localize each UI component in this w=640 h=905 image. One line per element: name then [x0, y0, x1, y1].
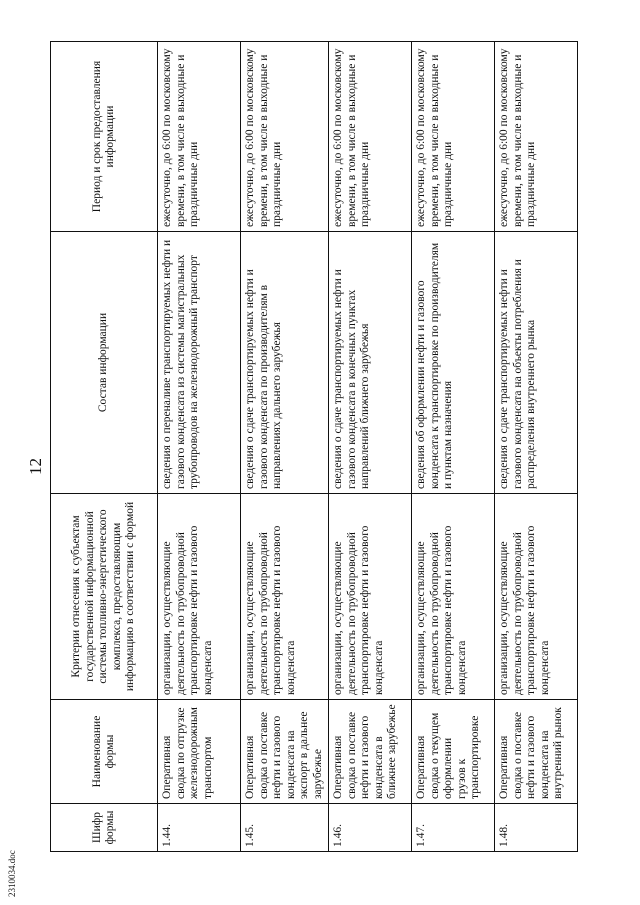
table-row	[241, 42, 329, 852]
table-row	[158, 42, 241, 852]
table-header-row	[51, 42, 158, 852]
cell-criteria: организации, осуществляющие деятельность по трубопроводной транспортировке нефти и газового конденсата	[495, 494, 578, 700]
cell-code: 1.47.	[412, 804, 495, 852]
cell-criteria: организации, осуществляющие деятельность по трубопроводной транспортировке нефти и газового конденсата	[241, 494, 329, 700]
cell-code: 1.44.	[158, 804, 241, 852]
cell-name: Оперативная сводка о текущем оформлении грузов к транспортировке	[412, 700, 495, 804]
table-row	[412, 42, 495, 852]
cell-criteria: организации, осуществляющие деятельность по трубопроводной транспортировке нефти и газового конденсата	[412, 494, 495, 700]
cell-name: Оперативная сводка о поставке нефти и газового конденсата в ближнее зарубежье	[329, 700, 412, 804]
cell-name: Оперативная сводка о поставке нефти и газового конденсата на внутренний рынок	[495, 700, 578, 804]
cell-period: ежесуточно, до 6:00 по московскому времени, в том числе в выходные и праздничные дни	[412, 42, 495, 232]
document-code: 2310034.doc	[7, 850, 17, 897]
cell-content: сведения о сдаче транспортируемых нефти и газового конденсата на объекты потребления и распределения внутреннего рынка	[495, 232, 578, 494]
header-name: Наименование формы	[51, 700, 158, 804]
forms-table	[50, 41, 578, 852]
cell-period: ежесуточно, до 6:00 по московскому времени, в том числе в выходные и праздничные дни	[241, 42, 329, 232]
table-row	[495, 42, 578, 852]
cell-period: ежесуточно, до 6:00 по московскому времени, в том числе в выходные и праздничные дни	[329, 42, 412, 232]
cell-period: ежесуточно, до 6:00 по московскому времени, в том числе в выходные и праздничные дни	[495, 42, 578, 232]
cell-code: 1.45.	[241, 804, 329, 852]
cell-code: 1.48.	[495, 804, 578, 852]
header-period: Период и срок предоставления информации	[51, 42, 158, 232]
cell-criteria: организации, осуществляющие деятельность по трубопроводной транспортировке нефти и газового конденсата	[329, 494, 412, 700]
cell-content: сведения о переналиве транспортируемых нефти и газового конденсата из системы магистральных трубопроводов на железнодорожный транспорт	[158, 232, 241, 494]
cell-code: 1.46.	[329, 804, 412, 852]
cell-content: сведения о сдаче транспортируемых нефти и газового конденсата в конечных пунктах направлений ближнего зарубежья	[329, 232, 412, 494]
cell-name: Оперативная сводка о поставке нефти и газового конденсата на экспорт в дальнее зарубежье	[241, 700, 329, 804]
cell-content: сведения о сдаче транспортируемых нефти и газового конденсата по производителям в направлениях дальнего зарубежья	[241, 232, 329, 494]
cell-name: Оперативная сводка по отгрузке железнодорожным транспортом	[158, 700, 241, 804]
header-criteria: Критерии отнесения к субъектам государственной информационной системы топливно-энергетического комплекса, предоставляющим информацию в соответствии с формой	[51, 494, 158, 700]
page-number: 12	[26, 458, 45, 475]
header-content: Состав информации	[51, 232, 158, 494]
cell-criteria: организации, осуществляющие деятельность по трубопроводной транспортировке нефти и газового конденсата	[158, 494, 241, 700]
header-code: Шифр формы	[51, 804, 158, 852]
cell-period: ежесуточно, до 6:00 по московскому времени, в том числе в выходные и праздничные дни	[158, 42, 241, 232]
table-row	[329, 42, 412, 852]
cell-content: сведения об оформлении нефти и газового конденсата к транспортировке по производителям и пунктам назначения	[412, 232, 495, 494]
